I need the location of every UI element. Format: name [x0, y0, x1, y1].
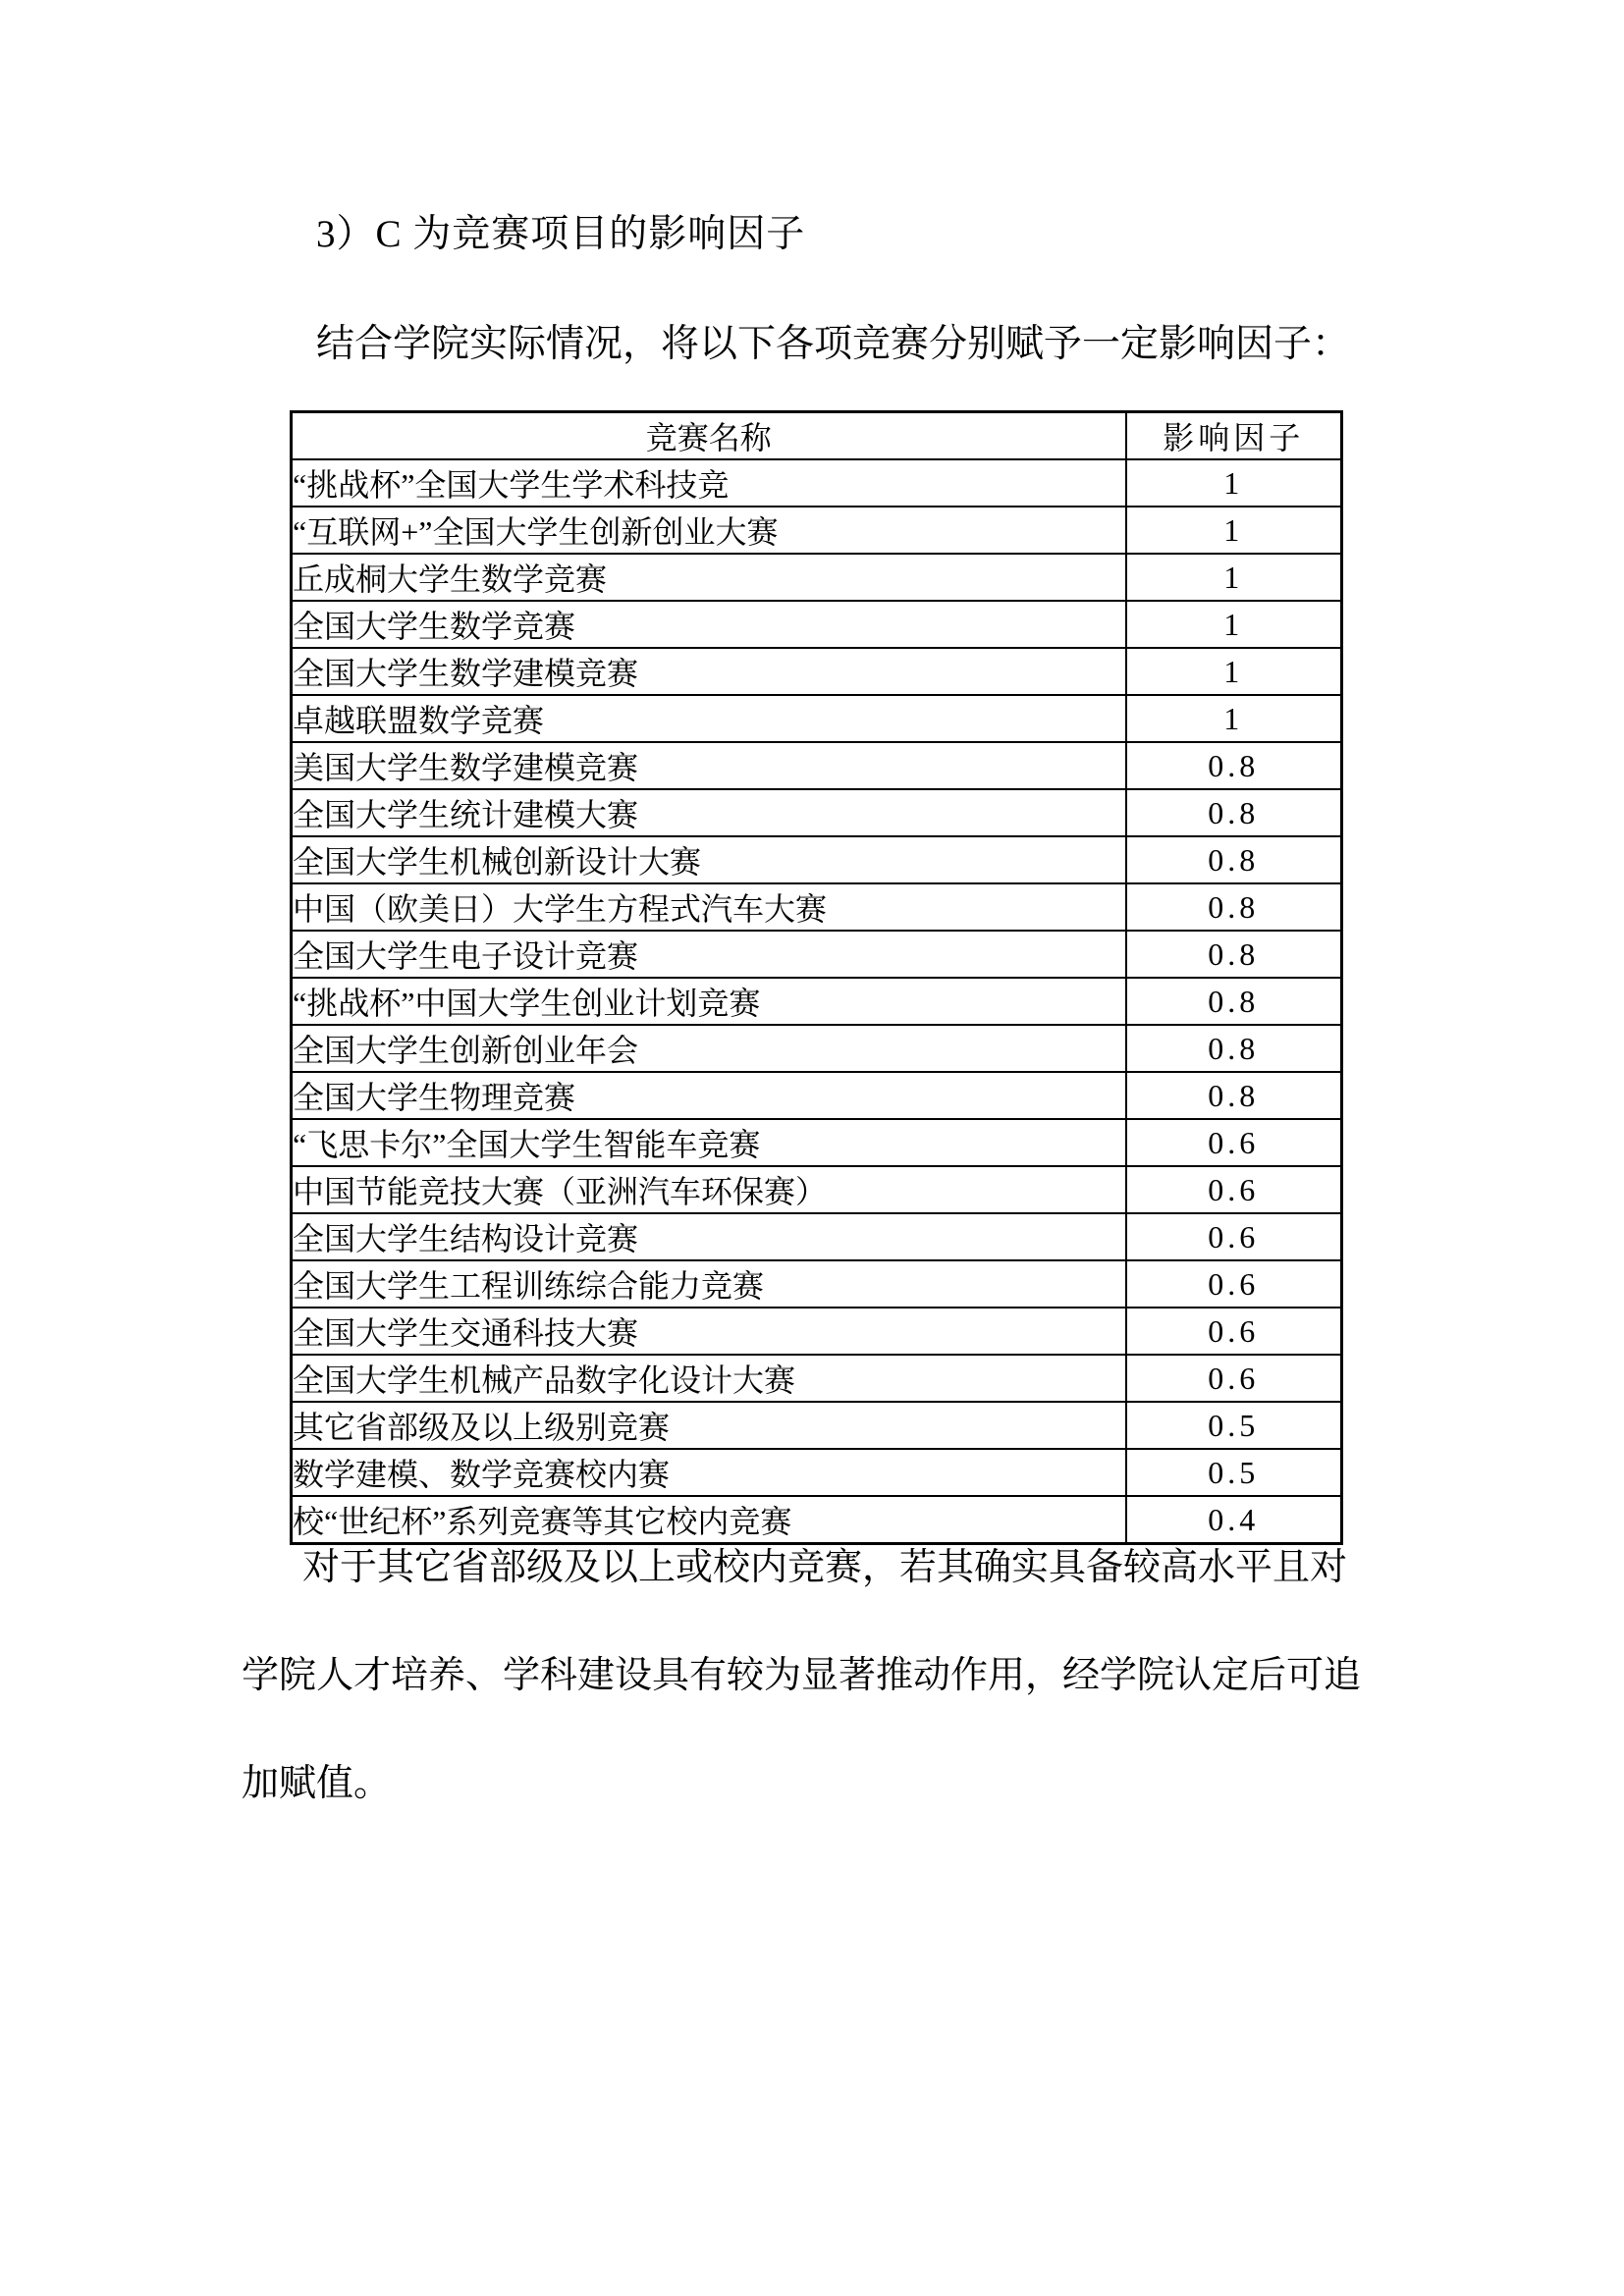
table-row [292, 978, 1342, 1025]
table-row [292, 1402, 1342, 1449]
competition-name-cell: 全国大学生电子设计竞赛 [292, 931, 1126, 978]
impact-factor-cell: 1 [1126, 648, 1342, 695]
impact-factor-cell: 0.8 [1126, 931, 1342, 978]
closing-paragraph-line: 加赋值。 [242, 1763, 392, 1804]
impact-factor-cell: 0.8 [1126, 1072, 1342, 1119]
competition-name-cell: 全国大学生交通科技大赛 [292, 1308, 1126, 1355]
competition-name-cell: 丘成桐大学生数学竞赛 [292, 554, 1126, 601]
competition-name-cell: 全国大学生机械产品数字化设计大赛 [292, 1355, 1126, 1402]
impact-factor-cell: 1 [1126, 601, 1342, 648]
impact-factor-cell: 1 [1126, 554, 1342, 601]
table-body [292, 459, 1342, 1544]
competition-name-cell: 全国大学生数学竞赛 [292, 601, 1126, 648]
impact-factor-cell: 0.8 [1126, 978, 1342, 1025]
impact-factor-cell: 1 [1126, 695, 1342, 742]
closing-paragraph [242, 1514, 1439, 1838]
impact-factor-cell: 0.6 [1126, 1213, 1342, 1260]
table-row [292, 554, 1342, 601]
table-row [292, 1260, 1342, 1308]
competition-name-cell: 中国节能竞技大赛（亚洲汽车环保赛） [292, 1166, 1126, 1213]
competition-name-cell: 数学建模、数学竞赛校内赛 [292, 1449, 1126, 1496]
competition-name-cell: 校“世纪杯”系列竞赛等其它校内竞赛 [292, 1496, 1126, 1544]
table-row [292, 601, 1342, 648]
competition-name-cell: 全国大学生工程训练综合能力竞赛 [292, 1260, 1126, 1308]
impact-factor-cell: 0.8 [1126, 742, 1342, 789]
intro-paragraph: 结合学院实际情况，将以下各项竞赛分别赋予一定影响因子： [316, 323, 1351, 365]
impact-factor-cell: 0.6 [1126, 1260, 1342, 1308]
impact-factor-cell: 0.8 [1126, 883, 1342, 931]
impact-factor-cell: 0.8 [1126, 789, 1342, 836]
column-header-competition-name: 竞赛名称 [292, 412, 1126, 460]
table-row [292, 1308, 1342, 1355]
table-row [292, 1119, 1342, 1166]
table-row [292, 1449, 1342, 1496]
table-row [292, 695, 1342, 742]
table-row [292, 507, 1342, 554]
competition-impact-factor-table [290, 410, 1343, 1545]
table-row [292, 931, 1342, 978]
table-row [292, 1355, 1342, 1402]
impact-factor-cell: 0.4 [1126, 1496, 1342, 1544]
closing-paragraph-line: 对于其它省部级及以上或校内竞赛，若其确实具备较高水平且对 [302, 1547, 1348, 1588]
competition-name-cell: 全国大学生结构设计竞赛 [292, 1213, 1126, 1260]
table-row [292, 648, 1342, 695]
impact-factor-cell: 0.6 [1126, 1166, 1342, 1213]
competition-name-cell: 全国大学生机械创新设计大赛 [292, 836, 1126, 883]
table-row [292, 1072, 1342, 1119]
competition-name-cell: 全国大学生统计建模大赛 [292, 789, 1126, 836]
competition-name-cell: 其它省部级及以上级别竞赛 [292, 1402, 1126, 1449]
table-row [292, 789, 1342, 836]
competition-name-cell: 美国大学生数学建模竞赛 [292, 742, 1126, 789]
impact-factor-cell: 1 [1126, 507, 1342, 554]
table-row [292, 742, 1342, 789]
competition-name-cell: “挑战杯”全国大学生学术科技竞 [292, 459, 1126, 507]
impact-factor-cell: 0.8 [1126, 1025, 1342, 1072]
table-row [292, 1166, 1342, 1213]
competition-name-cell: 全国大学生创新创业年会 [292, 1025, 1126, 1072]
impact-factor-cell: 0.8 [1126, 836, 1342, 883]
competition-name-cell: 中国（欧美日）大学生方程式汽车大赛 [292, 883, 1126, 931]
impact-factor-cell: 1 [1126, 459, 1342, 507]
impact-factor-cell: 0.6 [1126, 1119, 1342, 1166]
section-heading: 3）C 为竞赛项目的影响因子 [316, 213, 806, 255]
table-row [292, 1213, 1342, 1260]
impact-factor-cell: 0.5 [1126, 1449, 1342, 1496]
column-header-impact-factor: 影响因子 [1126, 412, 1342, 460]
table-header-row [292, 412, 1342, 460]
impact-factor-cell: 0.6 [1126, 1308, 1342, 1355]
competition-name-cell: “飞思卡尔”全国大学生智能车竞赛 [292, 1119, 1126, 1166]
table-row [292, 459, 1342, 507]
competition-name-cell: “互联网+”全国大学生创新创业大赛 [292, 507, 1126, 554]
competition-name-cell: 卓越联盟数学竞赛 [292, 695, 1126, 742]
table-row [292, 1025, 1342, 1072]
table-row [292, 836, 1342, 883]
competition-name-cell: “挑战杯”中国大学生创业计划竞赛 [292, 978, 1126, 1025]
table-row [292, 883, 1342, 931]
competition-name-cell: 全国大学生物理竞赛 [292, 1072, 1126, 1119]
competition-name-cell: 全国大学生数学建模竞赛 [292, 648, 1126, 695]
impact-factor-cell: 0.5 [1126, 1402, 1342, 1449]
closing-paragraph-line: 学院人才培养、学科建设具有较为显著推动作用，经学院认定后可追 [242, 1655, 1362, 1696]
impact-factor-cell: 0.6 [1126, 1355, 1342, 1402]
